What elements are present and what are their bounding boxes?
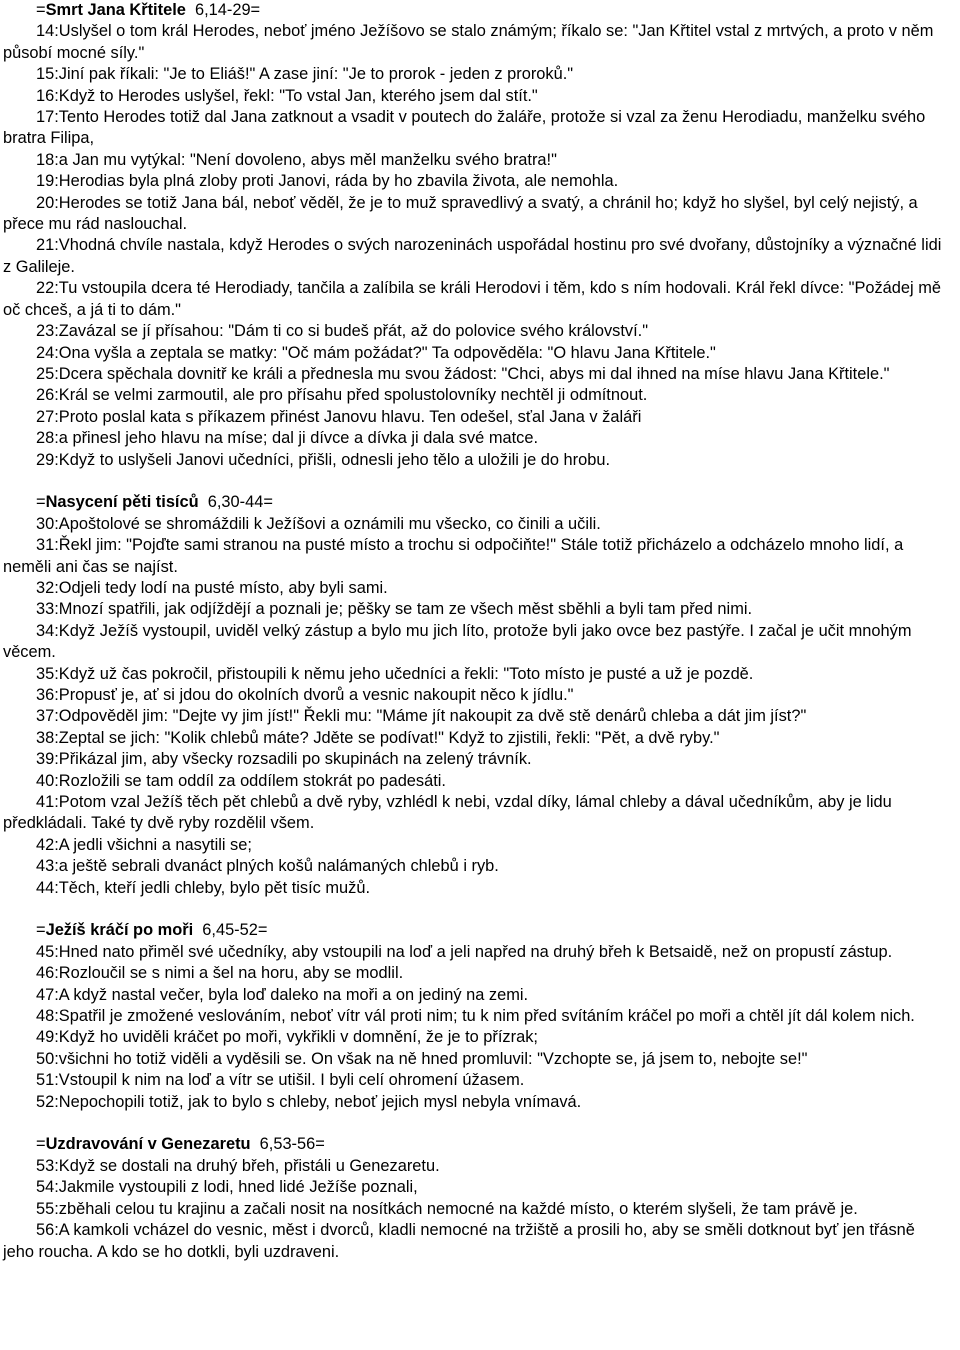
heading-title: Smrt Jana Křtitele bbox=[45, 1, 186, 19]
verse: 31:Řekl jim: "Pojďte sami stranou na pusté místo a trochu si odpočiňte!" Stále totiž přicházelo a odcházelo mnoho lidí, a neměli ani čas se najíst. bbox=[3, 536, 904, 576]
verse: 46:Rozloučil se s nimi a šel na horu, aby se modlil. bbox=[36, 964, 404, 983]
verse: 17:Tento Herodes totiž dal Jana zatknout a vsadit v poutech do žaláře, protože si vzal za ženu Herodiadu, manželku svého bratra Filipa, bbox=[3, 108, 926, 148]
verse: 41:Potom vzal Ježíš těch pět chlebů a dvě ryby, vzhlédl k nebi, vzdal díky, lámal chleby a dával učedníkům, aby je lidu předkládali. Také ty dvě ryby rozdělil všem. bbox=[3, 793, 892, 833]
section bbox=[3, 0, 950, 471]
verse: 56:A kamkoli vcházel do vesnic, měst i dvorců, kladli nemocné na tržiště a prosili ho, aby se směli dotknout byť jen třásně jeho roucha. A kdo se ho dotkli, byli uzdraveni. bbox=[3, 1221, 915, 1261]
verse: 43:a ještě sebrali dvanáct plných košů nalámaných chlebů i ryb. bbox=[36, 857, 499, 876]
heading-title: Nasycení pěti tisíců bbox=[45, 493, 199, 512]
verse: 42:A jedli všichni a nasytili se; bbox=[36, 835, 252, 854]
verse: 45:Hned nato přiměl své učedníky, aby vstoupili na loď a jeli napřed na druhý břeh k Betsaidě, než on propustí zástup. bbox=[36, 942, 893, 961]
verse: 24:Ona vyšla a zeptala se matky: "Oč mám požádat?" Ta odpověděla: "O hlavu Jana Křtitele." bbox=[36, 343, 716, 362]
verse: 26:Král se velmi zarmoutil, ale pro přísahu před spolustolovníky nechtěl ji odmítnout. bbox=[36, 386, 648, 405]
verse: 53:Když se dostali na druhý břeh, přistáli u Genezaretu. bbox=[36, 1156, 440, 1175]
verse: 40:Rozložili se tam oddíl za oddílem stokrát po padesáti. bbox=[36, 771, 446, 790]
verse: 32:Odjeli tedy lodí na pusté místo, aby byli sami. bbox=[36, 578, 388, 597]
section bbox=[3, 1134, 950, 1262]
verse: 35:Když už čas pokročil, přistoupili k němu jeho učedníci a řekli: "Toto místo je pusté a už je pozdě. bbox=[36, 664, 754, 683]
verse: 33:Mnozí spatřili, jak odjíždějí a poznali je; pěšky se tam ze všech měst sběhli a byli tam před nimi. bbox=[36, 600, 753, 619]
verse: 20:Herodes se totiž Jana bál, neboť věděl, že je to muž spravedlivý a svatý, a chránil ho; když ho slyšel, byl celý nejistý, a přece mu rád naslouchal. bbox=[3, 193, 918, 234]
verse: 25:Dcera spěchala dovnitř ke králi a přednesla mu svou žádost: "Chci, abys mi dal ihned na míse hlavu Jana Křtitele." bbox=[36, 364, 890, 383]
verse: 27:Proto poslal kata s příkazem přinést Janovu hlavu. Ten odešel, sťal Jana v žaláři bbox=[36, 407, 642, 426]
heading-reference: 6,30-44= bbox=[198, 493, 273, 512]
verse: 19:Herodias byla plná zloby proti Janovi, ráda by ho zbavila života, ale nemohla. bbox=[36, 172, 619, 191]
verse: 34:Když Ježíš vystoupil, uviděl velký zástup a bylo mu jich líto, protože byli jako ovce bez pastýře. I začal je učit mnohým věcem. bbox=[3, 621, 912, 662]
verse: 54:Jakmile vystoupili z lodi, hned lidé Ježíše poznali, bbox=[36, 1178, 418, 1197]
heading-prefix: = bbox=[36, 921, 46, 940]
verse: 23:Zavázal se jí přísahou: "Dám ti co si budeš přát, až do polovice svého království." bbox=[36, 322, 649, 341]
verse: 39:Přikázal jim, aby všecky rozsadili po skupinách na zelený trávník. bbox=[36, 750, 532, 769]
verse: 29:Když to uslyšeli Janovi učedníci, přišli, odnesli jeho tělo a uložili je do hrobu. bbox=[36, 450, 610, 469]
section-heading bbox=[3, 920, 950, 941]
verse: 55:zběhali celou tu krajinu a začali nosit na nosítkách nemocné na každé místo, o kterém slyšeli, že tam právě je. bbox=[36, 1199, 858, 1218]
verse: 36:Propusť je, ať si jdou do okolních dvorů a vesnic nakoupit něco k jídlu." bbox=[36, 685, 574, 704]
verse: 16:Když to Herodes uslyšel, řekl: "To vstal Jan, kterého jsem dal stít." bbox=[36, 86, 538, 105]
verse: 21:Vhodná chvíle nastala, když Herodes o svých narozeninách uspořádal hostinu pro své dvořany, důstojníky a význačné lidi z Galileje. bbox=[3, 236, 942, 276]
section-heading bbox=[3, 1134, 950, 1155]
heading-reference: 6,45-52= bbox=[193, 921, 268, 940]
verse: 49:Když ho uviděli kráčet po moři, vykřikli v domnění, že je to přízrak; bbox=[36, 1028, 538, 1047]
verse: 51:Vstoupil k nim na loď a vítr se utišil. I byli celí ohromení úžasem. bbox=[36, 1071, 525, 1090]
heading-prefix: = bbox=[36, 1, 46, 19]
section bbox=[3, 492, 950, 899]
verse: 18:a Jan mu vytýkal: "Není dovoleno, abys měl manželku svého bratra!" bbox=[36, 150, 557, 169]
heading-prefix: = bbox=[36, 493, 46, 512]
heading-title: Uzdravování v Genezaretu bbox=[45, 1135, 251, 1154]
verse: 28:a přinesl jeho hlavu na míse; dal ji dívce a dívka ji dala své matce. bbox=[36, 429, 539, 448]
heading-reference: 6,53-56= bbox=[250, 1135, 325, 1154]
verse: 50:všichni ho totiž viděli a vyděsili se. On však na ně hned promluvil: "Vzchopte se, já jsem to, nebojte se!" bbox=[36, 1049, 808, 1068]
verse: 37:Odpověděl jim: "Dejte vy jim jíst!" Řekli mu: "Máme jít nakoupit za dvě stě denárů chleba a dát jim jíst?" bbox=[36, 707, 807, 726]
heading-reference: 6,14-29= bbox=[185, 1, 261, 19]
verse: 52:Nepochopili totiž, jak to bylo s chleby, neboť jejich mysl nebyla vnímavá. bbox=[36, 1092, 582, 1111]
verse: 15:Jiní pak říkali: "Je to Eliáš!" A zase jiní: "Je to prorok - jeden z proroků." bbox=[36, 65, 574, 84]
verse: 47:A když nastal večer, byla loď daleko na moři a on jediný na zemi. bbox=[36, 985, 529, 1004]
section bbox=[3, 920, 950, 1113]
heading-title: Ježíš kráčí po moři bbox=[45, 921, 194, 940]
verse: 44:Těch, kteří jedli chleby, bylo pět tisíc mužů. bbox=[36, 878, 371, 897]
verse: 22:Tu vstoupila dcera té Herodiady, tančila a zalíbila se králi Herodovi i těm, kdo s ním hodovali. Král řekl dívce: "Požádej mě oč chceš, a já ti to dám." bbox=[3, 279, 941, 319]
verse: 14:Uslyšel o tom král Herodes, neboť jméno Ježíšovo se stalo známým; říkalo se: "Jan Křtitel vstal z mrtvých, a proto v něm působí mocné síly." bbox=[3, 22, 934, 62]
verse: 30:Apoštolové se shromáždili k Ježíšovi a oznámili mu všecko, co činili a učili. bbox=[36, 514, 601, 533]
section-heading bbox=[3, 0, 950, 21]
section-heading bbox=[3, 492, 950, 513]
verse: 38:Zeptal se jich: "Kolik chlebů máte? Jděte se podívat!" Když to zjistili, řekli: "Pět, a dvě ryby." bbox=[36, 728, 720, 747]
heading-prefix: = bbox=[36, 1135, 46, 1154]
verse: 48:Spatřil je zmožené veslováním, neboť vítr vál proti nim; tu k nim před svítáním kráčel po moři a chtěl jít dál kolem nich. bbox=[36, 1007, 915, 1026]
